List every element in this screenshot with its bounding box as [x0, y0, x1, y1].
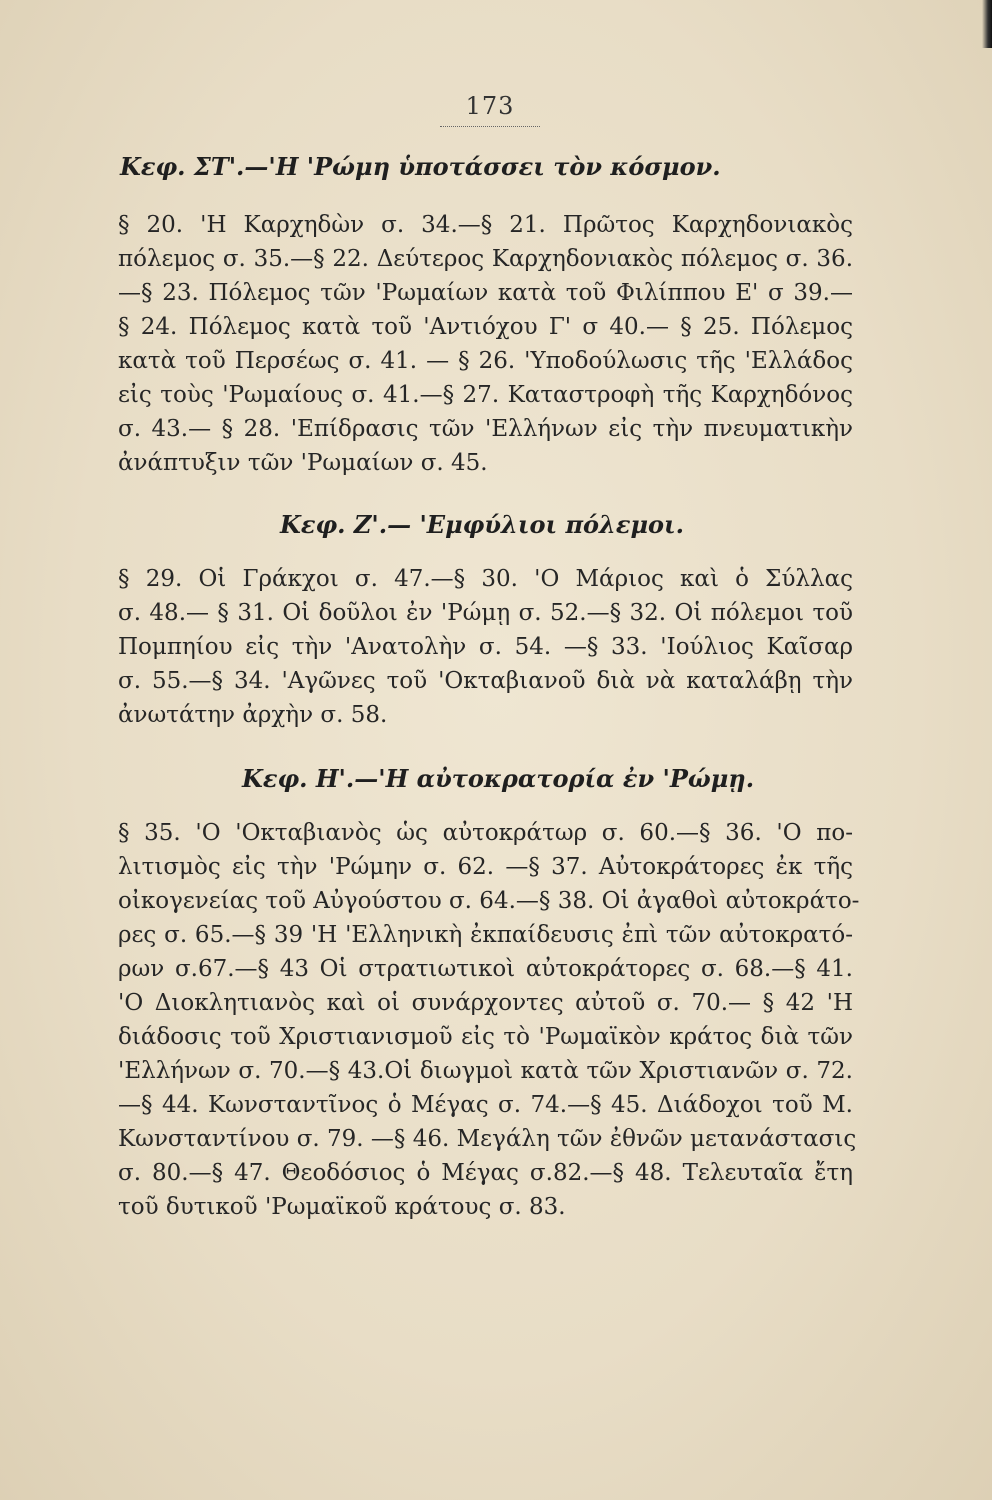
contents-line: σ. 43.— § 28. 'Επίδρασις τῶν 'Ελλήνων εἰς τὴν πνευματικὴν	[118, 416, 853, 442]
contents-line: ἀνωτάτην ἀρχὴν σ. 58.	[118, 702, 388, 728]
chapter-contents	[118, 208, 853, 480]
contents-line: ρων σ.67.—§ 43 Οἱ στρατιωτικοὶ αὐτοκράτορες σ. 68.—§ 41.	[118, 956, 853, 982]
page-edge-shadow	[982, 0, 992, 48]
contents-line: 'Ελλήνων σ. 70.—§ 43.Οἱ διωγμοὶ κατὰ τῶν Χριστιανῶν σ. 72.	[118, 1058, 853, 1084]
contents-line: 'Ο Διοκλητιανὸς καὶ οἱ συνάρχοντες αὐτοῦ σ. 70.— § 42 'Η	[118, 990, 853, 1016]
contents-line: § 24. Πόλεμος κατὰ τοῦ 'Αντιόχου Γ' σ 40.— § 25. Πόλεμος	[118, 314, 853, 340]
contents-line: Πομπηίου εἰς τὴν 'Ανατολὴν σ. 54. —§ 33. 'Ιούλιος Καῖσαρ	[118, 634, 853, 660]
contents-line: πόλεμος σ. 35.—§ 22. Δεύτερος Καρχηδονιακὸς πόλεμος σ. 36.	[118, 246, 853, 272]
chapter-heading: Κεφ. Ζ'.— 'Εμφύλιοι πόλεμοι.	[280, 510, 684, 539]
contents-line: σ. 55.—§ 34. 'Αγῶνες τοῦ 'Οκταβιανοῦ διὰ νὰ καταλάβῃ τὴν	[118, 668, 853, 694]
contents-line: Κωνσταντίνου σ. 79. —§ 46. Μεγάλη τῶν ἐθνῶν μετανάστασις	[118, 1126, 857, 1152]
contents-line: λιτισμὸς εἰς τὴν 'Ρώμην σ. 62. —§ 37. Αὐτοκράτορες ἐκ τῆς	[118, 854, 853, 880]
contents-line: κατὰ τοῦ Περσέως σ. 41. — § 26. 'Υποδούλωσις τῆς 'Ελλάδος	[118, 348, 853, 374]
contents-line: ρες σ. 65.—§ 39 'Η 'Ελληνικὴ ἐκπαίδευσις ἐπὶ τῶν αὐτοκρατό-	[118, 922, 853, 948]
page-number: 173	[465, 92, 515, 120]
contents-line: —§ 44. Κωνσταντῖνος ὁ Μέγας σ. 74.—§ 45. Διάδοχοι τοῦ Μ.	[118, 1092, 853, 1118]
contents-line: § 35. 'Ο 'Οκταβιανὸς ὡς αὐτοκράτωρ σ. 60.—§ 36. 'Ο πο-	[118, 820, 853, 846]
contents-line: διάδοσις τοῦ Χριστιανισμοῦ εἰς τὸ 'Ρωμαϊκὸν κράτος διὰ τῶν	[118, 1024, 853, 1050]
contents-line: § 29. Οἱ Γράκχοι σ. 47.—§ 30. 'Ο Μάριος καὶ ὁ Σύλλας	[118, 566, 853, 592]
contents-line: —§ 23. Πόλεμος τῶν 'Ρωμαίων κατὰ τοῦ Φιλίππου Ε' σ 39.—	[118, 280, 853, 306]
contents-line: ἀνάπτυξιν τῶν 'Ρωμαίων σ. 45.	[118, 450, 488, 476]
contents-line: § 20. 'Η Καρχηδὼν σ. 34.—§ 21. Πρῶτος Καρχηδονιακὸς	[118, 212, 853, 238]
contents-line: σ. 80.—§ 47. Θεοδόσιος ὁ Μέγας σ.82.—§ 48. Τελευταῖα ἔτη	[118, 1160, 853, 1186]
contents-line: τοῦ δυτικοῦ 'Ρωμαϊκοῦ κράτους σ. 83.	[118, 1194, 566, 1220]
chapter-contents	[118, 816, 860, 1224]
chapter-contents	[118, 562, 853, 732]
contents-line: εἰς τοὺς 'Ρωμαίους σ. 41.—§ 27. Καταστροφὴ τῆς Καρχηδόνος	[118, 382, 853, 408]
chapter-heading: Κεφ. ΣΤ'.—'Η 'Ρώμη ὑποτάσσει τὸν κόσμον.	[120, 152, 721, 181]
page-number-divider	[440, 126, 540, 127]
chapter-heading: Κεφ. Η'.—'Η αὐτοκρατορία ἐν 'Ρώμῃ.	[242, 764, 755, 793]
contents-line: οἰκογενείας τοῦ Αὐγούστου σ. 64.—§ 38. Οἱ ἀγαθοὶ αὐτοκράτο-	[118, 888, 860, 914]
contents-line: σ. 48.— § 31. Οἱ δοῦλοι ἐν 'Ρώμῃ σ. 52.—§ 32. Οἱ πόλεμοι τοῦ	[118, 600, 853, 626]
